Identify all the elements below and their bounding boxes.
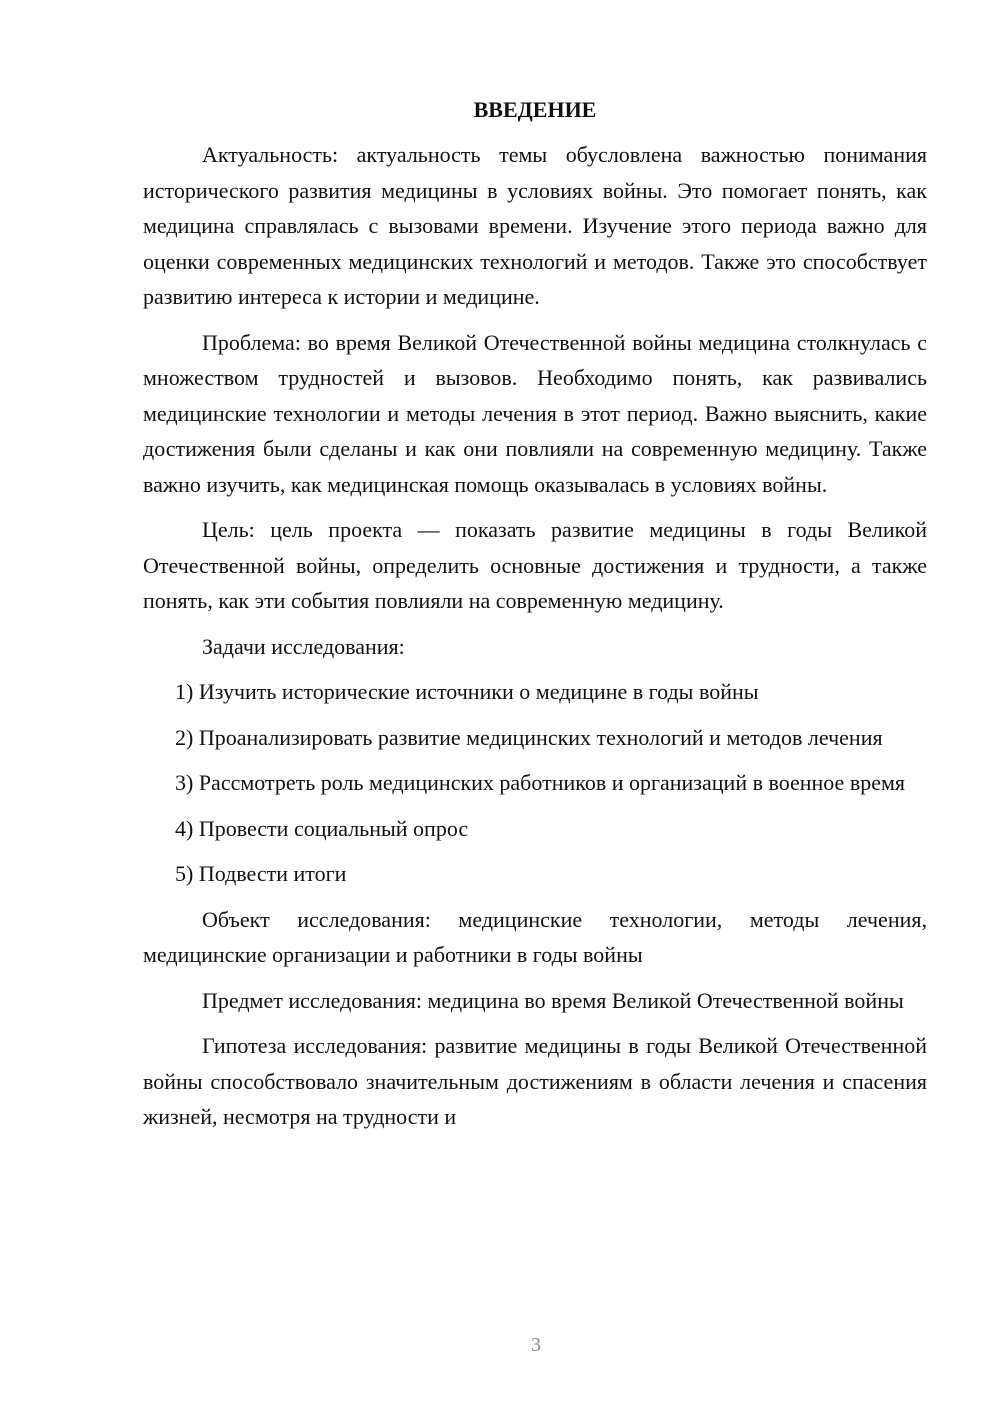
page-content — [143, 92, 927, 1145]
task-item: 5) Подвести итоги — [175, 861, 347, 886]
task-item: 4) Провести социальный опрос — [175, 815, 469, 841]
paragraph-hypothesis: Гипотеза исследования: развитие медицины в годы Великой Отечественной войны способствовало значительным достижениям в области лечения и спасения жизней, несмотря на трудности и — [143, 1033, 927, 1129]
task-item: 3) Рассмотреть роль медицинских работников и организаций в военное время — [175, 770, 906, 795]
page-number: 3 — [531, 1334, 541, 1356]
paragraph-object: Объект исследования: медицинские технологии, методы лечения, медицинские организации и работники в годы войны — [143, 906, 927, 967]
paragraph-problem: Проблема: во время Великой Отечественной войны медицина столкнулась с множеством трудностей и вызовов. Необходимо понять, как развивались медицинские технологии и методы лечения в этот период. Важно выяснить, какие достижения были сделаны и как они повлияли на современную медицину. Также важно изучить, как медицинская помощь оказывалась в условиях войны. — [143, 329, 927, 497]
paragraph-relevance: Актуальность: актуальность темы обусловлена важностью понимания исторического развития медицины в условиях войны. Это помогает понять, как медицина справлялась с вызовами времени. Изучение этого периода важно для оценки современных медицинских технологий и методов. Также это способствует развитию интереса к истории и медицине. — [143, 142, 927, 309]
paragraph-tasks-heading: Задачи исследования: — [202, 633, 405, 659]
task-item: 2) Проанализировать развитие медицинских технологий и методов лечения — [175, 724, 883, 750]
paragraph-goal: Цель: цель проекта — показать развитие медицины в годы Великой Отечественной войны, определить основные достижения и трудности, а также понять, как эти события повлияли на современную медицину. — [143, 517, 927, 613]
section-title: ВВЕДЕНИЕ — [473, 97, 597, 122]
task-item: 1) Изучить исторические источники о медицине в годы войны — [175, 679, 759, 704]
paragraph-subject: Предмет исследования: медицина во время Великой Отечественной войны — [202, 987, 904, 1013]
